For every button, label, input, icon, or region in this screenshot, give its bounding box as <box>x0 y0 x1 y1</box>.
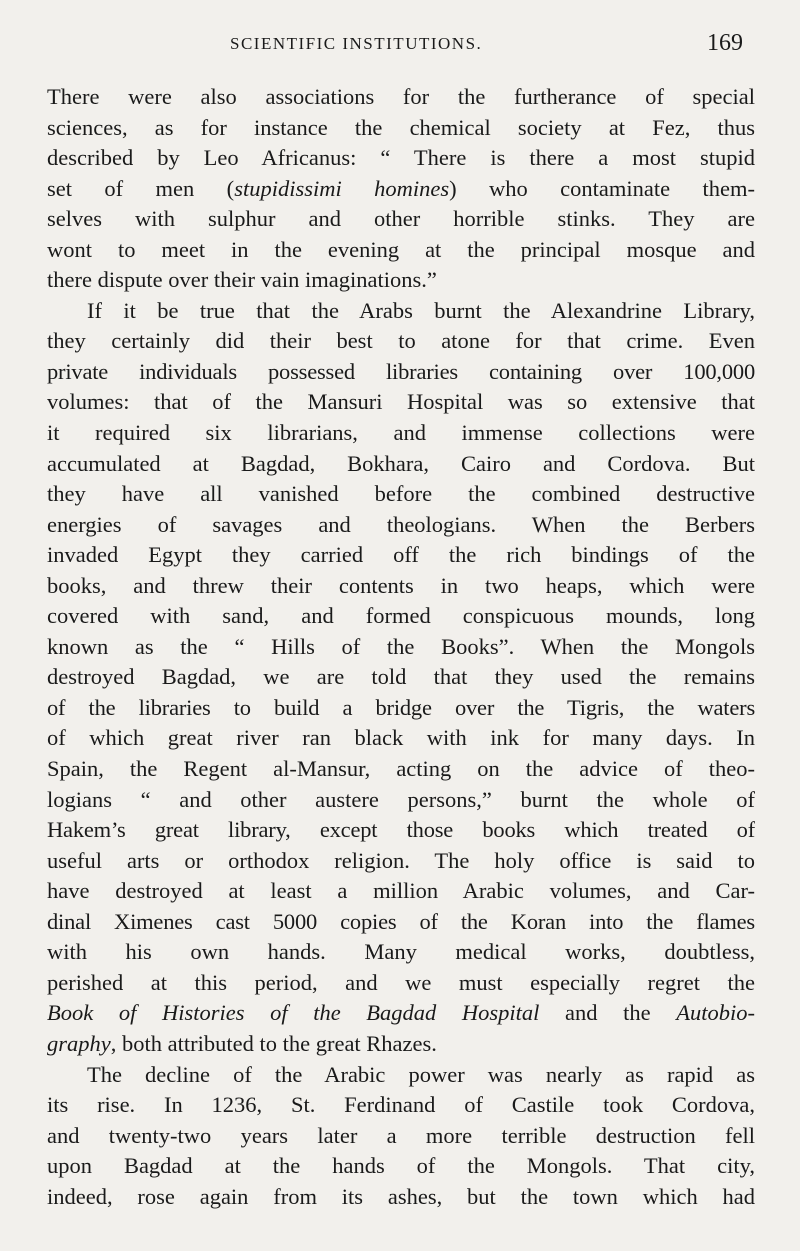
text-line: Hakem’s great library, except those books which treated of <box>47 817 755 843</box>
text-line: upon Bagdad at the hands of the Mongols. That city, <box>47 1153 755 1179</box>
text-line: wont to meet in the evening at the principal mosque and <box>47 236 755 262</box>
paragraph-2 <box>47 296 755 1060</box>
text-line: useful arts or orthodox religion. The holy office is said to <box>47 847 755 873</box>
text-line: it required six librarians, and immense collections were <box>47 420 755 446</box>
italic-text-run: Book of Histories of the Bagdad Hospital <box>47 1000 540 1026</box>
text-line: accumulated at Bagdad, Bokhara, Cairo and Cordova. But <box>47 450 755 476</box>
text-line: dinal Ximenes cast 5000 copies of the Koran into the flames <box>47 908 755 934</box>
text-line: invaded Egypt they carried off the rich bindings of the <box>47 542 755 568</box>
running-title: SCIENTIFIC INSTITUTIONS. <box>230 34 483 53</box>
text-line: perished at this period, and we must especially regret the <box>47 969 755 995</box>
text-run: ) who contaminate them- <box>449 175 755 201</box>
text-line: have destroyed at least a million Arabic volumes, and Car- <box>47 878 755 904</box>
text-line <box>47 1029 755 1060</box>
body-text <box>47 82 755 1212</box>
text-run: set of men ( <box>47 175 235 201</box>
text-line <box>47 998 755 1029</box>
text-line: The decline of the Arabic power was nearly as rapid as <box>87 1061 755 1087</box>
text-line: described by Leo Africanus: “ There is there a most stupid <box>47 145 755 171</box>
italic-text-run: graphy <box>47 1030 111 1056</box>
text-line: they have all vanished before the combined destructive <box>47 481 755 507</box>
text-line: covered with sand, and formed conspicuous mounds, long <box>47 603 755 629</box>
text-line: private individuals possessed libraries containing over 100,000 <box>47 358 755 384</box>
text-run: and the <box>539 1000 677 1026</box>
text-line: energies of savages and theologians. When the Berbers <box>47 511 755 537</box>
italic-text-run: Autobio- <box>676 1000 755 1026</box>
text-line <box>47 174 755 205</box>
text-line: and twenty-two years later a more terrible destruction fell <box>47 1122 755 1148</box>
paragraph-3 <box>47 1060 755 1213</box>
text-line: they certainly did their best to atone for that crime. Even <box>47 328 755 354</box>
italic-text-run: stupidissimi homines <box>234 175 450 201</box>
text-line: destroyed Bagdad, we are told that they used the remains <box>47 664 755 690</box>
text-line: there dispute over their vain imaginations.” <box>47 267 437 293</box>
text-line: known as the “ Hills of the Books”. When the Mongols <box>47 633 755 659</box>
text-line: If it be true that the Arabs burnt the Alexandrine Library, <box>87 297 755 323</box>
text-line: its rise. In 1236, St. Ferdinand of Castile took Cordova, <box>47 1092 755 1118</box>
page-number: 169 <box>707 30 743 56</box>
text-line: of the libraries to build a bridge over the Tigris, the waters <box>47 694 755 720</box>
text-run: , both attributed to the great Rhazes. <box>110 1030 437 1056</box>
text-line: with his own hands. Many medical works, doubtless, <box>47 939 755 965</box>
text-line: indeed, rose again from its ashes, but the town which had <box>47 1183 755 1209</box>
running-header <box>0 30 800 60</box>
text-line: selves with sulphur and other horrible stinks. They are <box>47 206 755 232</box>
paragraph-1 <box>47 82 755 296</box>
text-line: of which great river ran black with ink for many days. In <box>47 725 755 751</box>
text-line: volumes: that of the Mansuri Hospital was so extensive that <box>47 389 755 415</box>
text-line: logians “ and other austere persons,” burnt the whole of <box>47 786 755 812</box>
text-line: There were also associations for the furtherance of special <box>47 84 755 109</box>
text-line: sciences, as for instance the chemical society at Fez, thus <box>47 114 755 140</box>
text-line: Spain, the Regent al-Mansur, acting on the advice of theo- <box>47 756 755 782</box>
text-line: books, and threw their contents in two heaps, which were <box>47 572 755 598</box>
